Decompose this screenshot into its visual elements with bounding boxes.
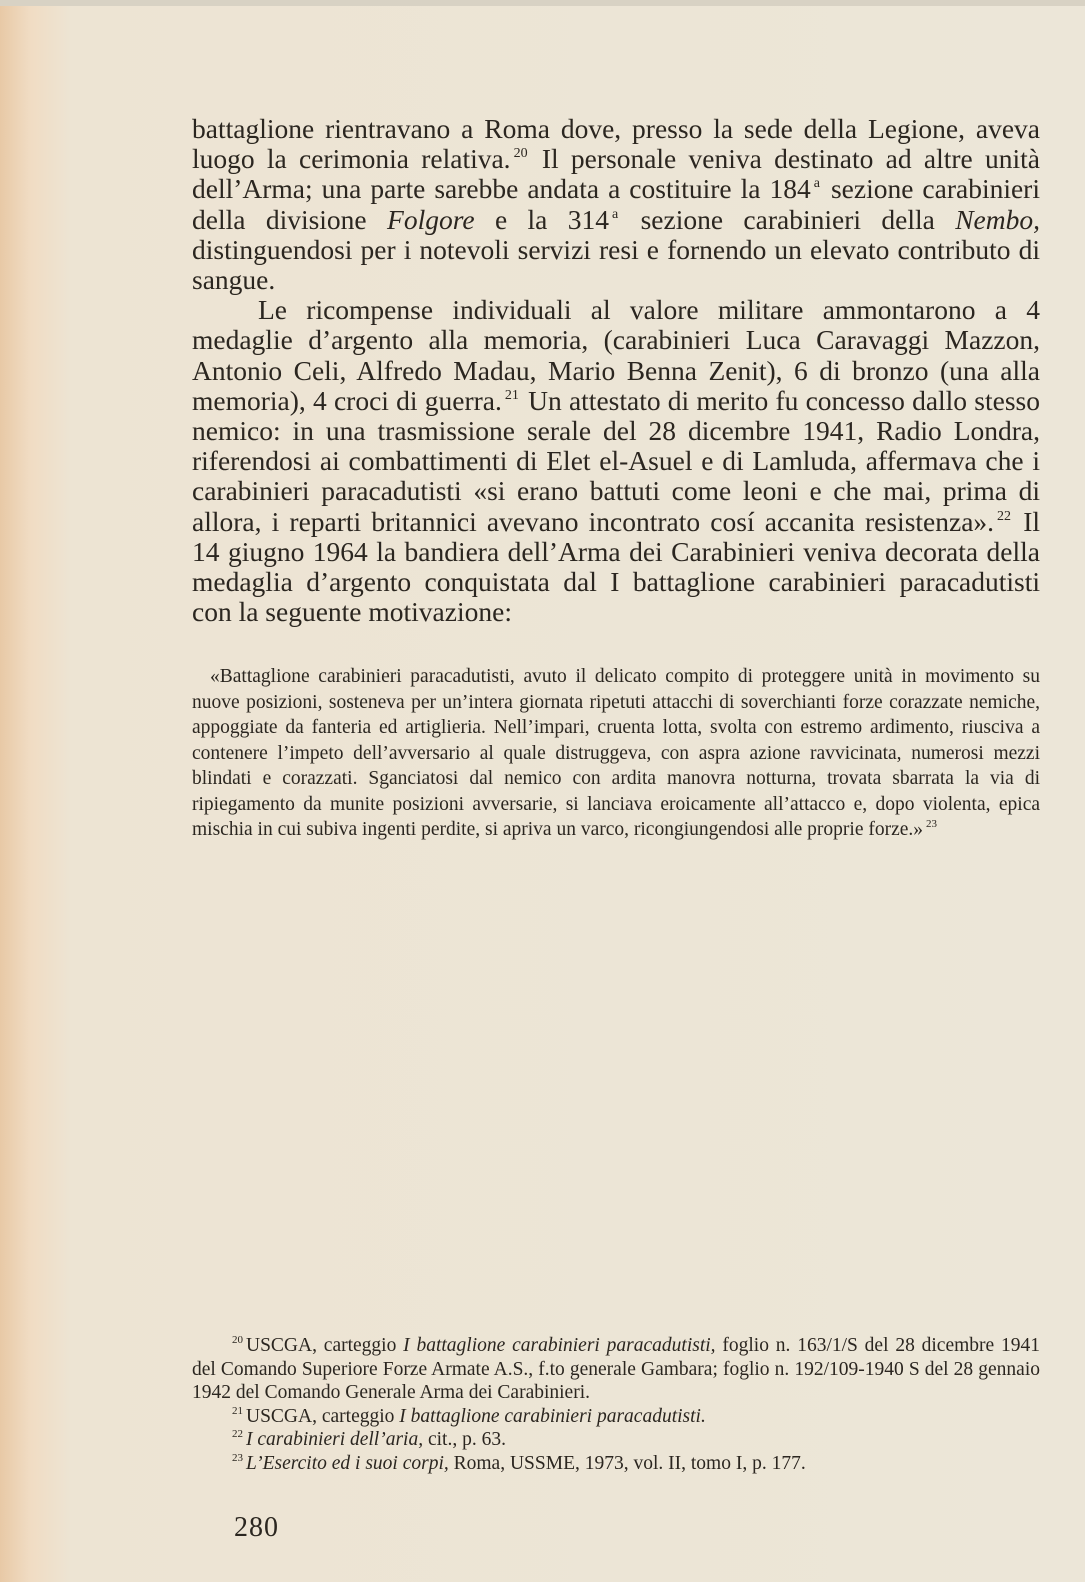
footnote-number: 20	[232, 1334, 243, 1346]
footnotes	[192, 1334, 1040, 1475]
footnote-text: Roma, USSME, 1973, vol. II, tomo I, p. 177.	[448, 1452, 806, 1474]
footnote-number: 21	[232, 1404, 243, 1417]
ordinal-superscript: a	[813, 176, 820, 192]
footnote-title: I battaglione carabinieri paracadutisti.	[399, 1405, 706, 1427]
footnote-21	[192, 1405, 1040, 1429]
footnote-ref-20[interactable]: 20	[513, 146, 528, 162]
footnote-number: 22	[232, 1428, 243, 1440]
footnote-ref-21[interactable]: 21	[504, 387, 519, 403]
text-span: distinguendosi per i notevoli servizi resi e fornendo un elevato contributo di sangue.	[192, 233, 1040, 296]
footnote-23	[192, 1452, 1040, 1476]
footnote-text: USCGA, carteggio	[246, 1405, 400, 1427]
division-name-nembo: Nembo,	[955, 203, 1040, 235]
page-number: 280	[234, 1512, 279, 1543]
footnote-title: I battaglione carabinieri paracadutisti,	[403, 1335, 716, 1356]
main-text	[192, 114, 1040, 627]
text-span: battaglione rientravano a Roma dove, presso la sede della Legione, aveva luogo la cerimonia relativa.	[192, 113, 1040, 175]
footnote-ref-23[interactable]: 23	[926, 818, 938, 830]
text-span: Il personale veniva destinato ad altre unità dell’Arma; una parte sarebbe andata a costituire la 184	[192, 143, 1040, 205]
footnote-20	[192, 1334, 1040, 1405]
footnote-text: foglio n. 163/1/S del 28 dicembre 1941 del Comando Superiore Forze Armate A.S., f.to generale Gambara; foglio n. 192/109-1940 S del 28 gennaio 1942 del Comando Generale Arma dei Carabinieri.	[192, 1335, 1040, 1403]
text-span: Le ricompense individuali al valore militare ammontarono a 4 medaglie d’argento alla memoria, (carabinieri Luca Caravaggi Mazzon, Antonio Celi, Alfredo Madau, Mario Benna Zenit), 6 di bronzo (una alla memoria), 4 croci di guerra.	[192, 294, 1040, 416]
footnote-text: USCGA, carteggio	[246, 1335, 404, 1356]
footnote-title: L’Esercito ed i suoi corpi,	[246, 1452, 449, 1474]
paragraph-2	[192, 295, 1040, 627]
footnote-text: cit., p. 63.	[423, 1429, 506, 1450]
ordinal-superscript: a	[612, 206, 619, 222]
text-span: e la 314	[474, 203, 610, 235]
division-name-folgore: Folgore	[387, 203, 475, 235]
footnote-title: I carabinieri dell’aria,	[246, 1429, 424, 1450]
text-span: sezione carabinieri della	[620, 203, 956, 235]
footnote-22	[192, 1428, 1040, 1452]
footnote-number: 23	[232, 1451, 243, 1464]
quote-text: «Battaglione carabinieri paracadutisti, avuto il delicato compito di proteggere unità in movimento su nuove posizioni, sosteneva per un’intera giornata ripetuti attacchi di soverchianti forze corazzate nemiche, appoggiate da fanteria ed artiglieria. Nell’impari, cruenta lotta, svolta con estremo ardimento, riusciva a contenere l’impeto dell’avversario al quale distruggeva, con aspra azione ravvicinata, numerosi mezzi blindati e corazzati. Sganciatosi dal nemico con ardita manovra notturna, trovata sbarrata la via di ripiegamento da munite posizioni avversarie, si lanciava eroicamente all’attacco e, dopo violenta, epica mischia in cui subiva ingenti perdite, si apriva un varco, ricongiungendosi alle proprie forze.»	[192, 666, 1040, 840]
text-span: Il 14 giugno 1964 la bandiera dell’Arma dei Carabinieri veniva decorata della medaglia d’argento conquistata dal I battaglione carabinieri paracadutisti con la seguente motivazione:	[192, 505, 1040, 628]
footnote-ref-22[interactable]: 22	[997, 508, 1012, 524]
paragraph-1	[192, 114, 1040, 295]
citation-quote	[192, 664, 1040, 843]
text-span: Un attestato di merito fu concesso dallo stesso nemico: in una trasmissione serale del 28 dicembre 1941, Radio Londra, riferendosi ai combattimenti di Elet el-Asuel e di Lamluda, affermava che i carabinieri paracadutisti «si erano battuti come leoni e che mai, prima di allora, i reparti britannici avevano incontrato cosí accanita resistenza».	[192, 384, 1040, 537]
text-span: sezione carabinieri della divisione	[192, 173, 1040, 235]
